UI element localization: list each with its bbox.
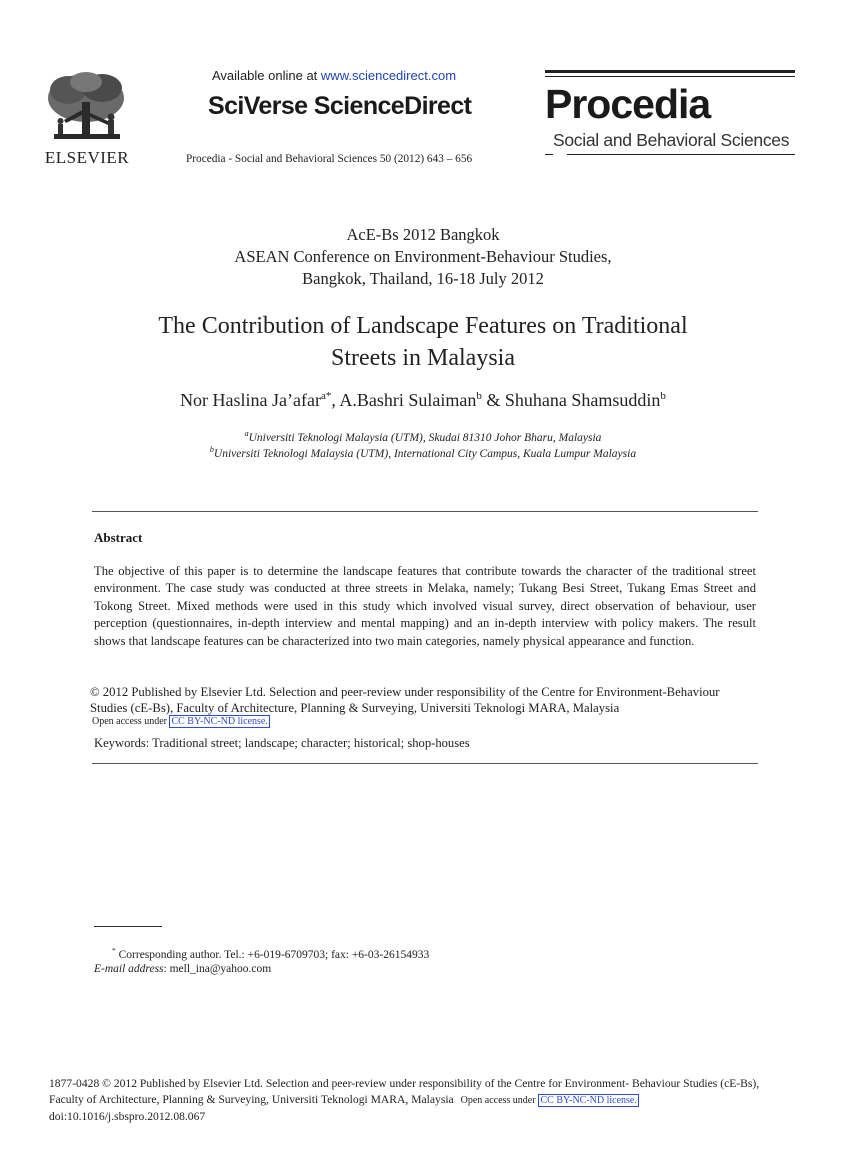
elsevier-logo <box>28 68 146 168</box>
author-superscript: b <box>660 390 666 402</box>
author-separator: & <box>481 390 505 410</box>
affiliation-text: Universiti Teknologi Malaysia (UTM), Skudai 81310 Johor Bharu, Malaysia <box>248 431 602 444</box>
doi: doi:10.1016/j.sbspro.2012.08.067 <box>49 1110 206 1124</box>
abstract-heading: Abstract <box>94 530 143 545</box>
corresponding-author-text: Corresponding author. Tel.: +6-019-6709703; fax: +6-03-26154933 <box>115 948 430 961</box>
footer-line-2 <box>49 1092 819 1109</box>
procedia-logo <box>545 70 795 160</box>
logo-rule <box>567 154 795 155</box>
conference-full-name: ASEAN Conference on Environment-Behaviour Studies, <box>234 247 612 266</box>
footnote-rule <box>94 926 162 927</box>
journal-subtitle: Social and Behavioral Sciences <box>553 130 790 150</box>
logo-rule <box>545 154 553 155</box>
available-prefix: Available online at <box>212 68 318 83</box>
author-name: Shuhana Shamsuddin <box>504 390 661 410</box>
paper-title-line-2: Streets in Malaysia <box>331 345 515 371</box>
sciencedirect-link[interactable]: www.sciencedirect.com <box>320 68 457 83</box>
email-address: : mell_ina@yahoo.com <box>163 963 272 975</box>
journal-brand: Procedia <box>545 81 711 127</box>
logo-rule <box>545 76 795 77</box>
footnote-mark: * <box>112 946 116 955</box>
email-label: E-mail address <box>94 963 164 975</box>
page-footer <box>49 1076 819 1126</box>
paper-title-line-1: The Contribution of Landscape Features on Traditional <box>158 313 688 339</box>
author-superscript: a* <box>321 390 332 402</box>
elsevier-tree-icon <box>28 68 146 148</box>
footer-line-1: 1877-0428 © 2012 Published by Elsevier Ltd. Selection and peer-review under responsibility of the Centre for Environment- Behaviour Studies (cE-Bs), <box>49 1077 760 1090</box>
author-list <box>0 390 846 411</box>
journal-citation: Procedia - Social and Behavioral Sciences 50 (2012) 643 – 656 <box>186 153 473 165</box>
corresponding-author-footnote <box>112 946 429 961</box>
section-divider <box>92 511 758 512</box>
conference-location: Bangkok, Thailand, 16-18 July 2012 <box>302 269 544 288</box>
affiliation-b <box>0 442 846 462</box>
copyright-statement: © 2012 Published by Elsevier Ltd. Selection and peer-review under responsibility of the Centre for Environment-Behaviour Studies (cE-Bs), Faculty of Architecture, Planning & Surveying, Universiti Teknologi MARA, Malaysia <box>90 685 720 715</box>
keywords: Keywords: Traditional street; landscape; character; historical; shop-houses <box>94 736 470 750</box>
footer-open-access-prefix: Open access under <box>460 1095 536 1107</box>
footer-license-link[interactable]: CC BY-NC-ND license. <box>540 1095 637 1107</box>
email-footnote <box>94 963 271 975</box>
open-access-notice <box>92 716 270 727</box>
available-online <box>212 68 456 83</box>
open-access-prefix: Open access under <box>92 716 167 727</box>
logo-rule <box>545 70 795 73</box>
author-superscript: b <box>476 390 482 402</box>
affiliation-mark: a <box>244 429 249 438</box>
license-link[interactable]: CC BY-NC-ND license. <box>171 716 268 727</box>
affiliation-mark: b <box>209 445 214 454</box>
section-divider <box>92 763 758 764</box>
author-name: Nor Haslina Ja’afar <box>180 390 321 410</box>
affiliation-text: Universiti Teknologi Malaysia (UTM), International City Campus, Kuala Lumpur Malaysia <box>213 447 637 460</box>
footer-affiliation: Faculty of Architecture, Planning & Surveying, Universiti Teknologi MARA, Malaysia <box>49 1093 454 1107</box>
author-separator: , <box>331 390 340 410</box>
author-name: A.Bashri Sulaiman <box>339 390 477 410</box>
publisher-name: ELSEVIER <box>44 148 130 167</box>
abstract-body: The objective of this paper is to determine the landscape features that contribute towards the character of the traditional street environment. The case study was conducted at three streets in Melaka, namely; Tukang Besi Street, Tukang Emas Street and Tokong Street. Mixed methods were used in this study which involved visual survey, direct observation of behaviour, user perception (questionnaires, in-depth interview and mental mapping) and an in-depth interview with policy makers. The result shows that landscape features can be characterized into two main categories, namely physical appearance and function. <box>94 564 756 648</box>
conference-name: AcE-Bs 2012 Bangkok <box>346 225 500 244</box>
sciverse-logo: SciVerse ScienceDirect <box>208 92 472 120</box>
